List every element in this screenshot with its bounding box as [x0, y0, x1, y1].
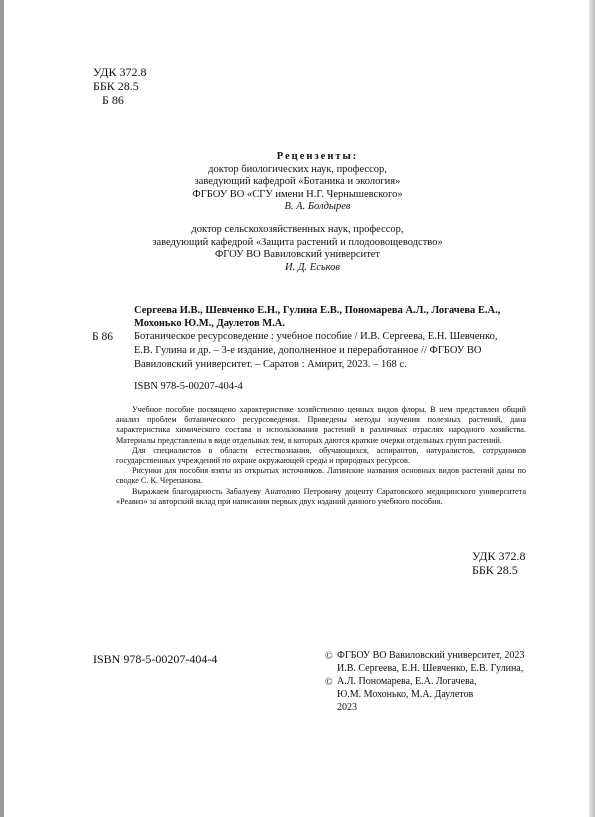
- annotation: [116, 405, 526, 507]
- isbn-bottom: ISBN 978-5-00207-404-4: [93, 652, 218, 666]
- udk-code-top: УДК 372.8: [93, 65, 147, 79]
- copyright-1-line-2: И.В. Сергеева, Е.Н. Шевченко, Е.В. Гулина,: [337, 663, 524, 674]
- reviewer-2-org: ФГОУ ВО Вавиловский университет: [214, 249, 381, 261]
- author-mark-top: Б 86: [102, 93, 124, 107]
- annotation-paragraph-1: Учебное пособие посвящено характеристике хозяйственно ценных видов флоры. В нем представлен общий анализ проблем ботанического ресурсоведения. Приведены методы изучения полезных растений, дана характеристика химического состава и использования растений в различных отраслях народного хозяйства. Материалы представлены в виде отдельных тем, в которых даются краткие очерки отдельных групп растений.: [116, 405, 526, 445]
- copyright-1-line-1: ФГБОУ ВО Вавиловский университет, 2023: [337, 650, 525, 661]
- reviewer-1-name: В. А. Болдырев: [284, 201, 351, 213]
- copyright-2-line-1: А.Л. Пономарева, Е.А. Логачева,: [337, 676, 477, 687]
- annotation-paragraph-3: Рисунки для пособия взяты из открытых источников. Латинские названия основных видов растений даны по сводке С. К. Черепанова.: [116, 466, 526, 486]
- copyright-symbol-2: ©: [325, 677, 333, 688]
- annotation-paragraph-4: Выражаем благодарность Забалуеву Анатолию Петровичу доценту Саратовского медицинского университета «Реавиз» за авторский вклад при написании первых двух изданий данного учебного пособия.: [116, 486, 526, 506]
- reviewers-block: [0, 151, 595, 274]
- biblio-line-1: Ботаническое ресурсоведение : учебное пособие / И.В. Сергеева, Е.Н. Шевченко,: [134, 331, 498, 342]
- reviewer-1-org: ФГБОУ ВО «СГУ имени Н.Г. Чернышевского»: [192, 188, 403, 200]
- authors-line-1: Сергеева И.В., Шевченко Е.Н., Гулина Е.В., Пономарева А.Л., Логачева Е.А.,: [134, 305, 501, 316]
- reviewer-1-degree: доктор биологических наук, профессор,: [208, 163, 387, 175]
- bbk-code-bottom: ББК 28.5: [472, 563, 518, 577]
- bbk-code-top: ББК 28.5: [93, 79, 139, 93]
- reviewer-2-degree: доктор сельскохозяйственных наук, профессор,: [191, 223, 404, 235]
- authors-line-2: Мохонько Ю.М., Даулетов М.А.: [134, 318, 286, 329]
- isbn-line: ISBN 978-5-00207-404-4: [134, 381, 243, 392]
- reviewer-2-position: заведующий кафедрой «Защита растений и плодоовощеводство»: [152, 236, 443, 248]
- copyright-2-year: 2023: [337, 702, 357, 713]
- reviewer-2-name: И. Д. Еськов: [285, 261, 340, 273]
- annotation-paragraph-2: Для специалистов в области естествознания, обучающихся, аспирантов, натуралистов, сотрудников государственных учреждений по охране окружающей среды и природных ресурсов.: [116, 445, 526, 466]
- reviewers-heading: Рецензенты:: [276, 151, 359, 162]
- author-mark-left: Б 86: [92, 331, 113, 343]
- page-left-edge: [0, 0, 4, 817]
- udk-code-bottom: УДК 372.8: [472, 549, 526, 563]
- copyright-2-line-2: Ю.М. Мохонько, М.А. Даулетов: [337, 689, 474, 700]
- copyright-symbol-1: ©: [325, 651, 333, 662]
- biblio-line-2: Е.В. Гулина и др. – 3-е издание, дополненное и переработанное // ФГБОУ ВО: [134, 345, 482, 356]
- page-right-edge: [589, 0, 595, 817]
- biblio-line-3: Вавиловский университет. – Саратов : Амирит, 2023. – 168 с.: [134, 359, 407, 370]
- reviewer-1-position: заведующий кафедрой «Ботаника и экология»: [194, 176, 401, 188]
